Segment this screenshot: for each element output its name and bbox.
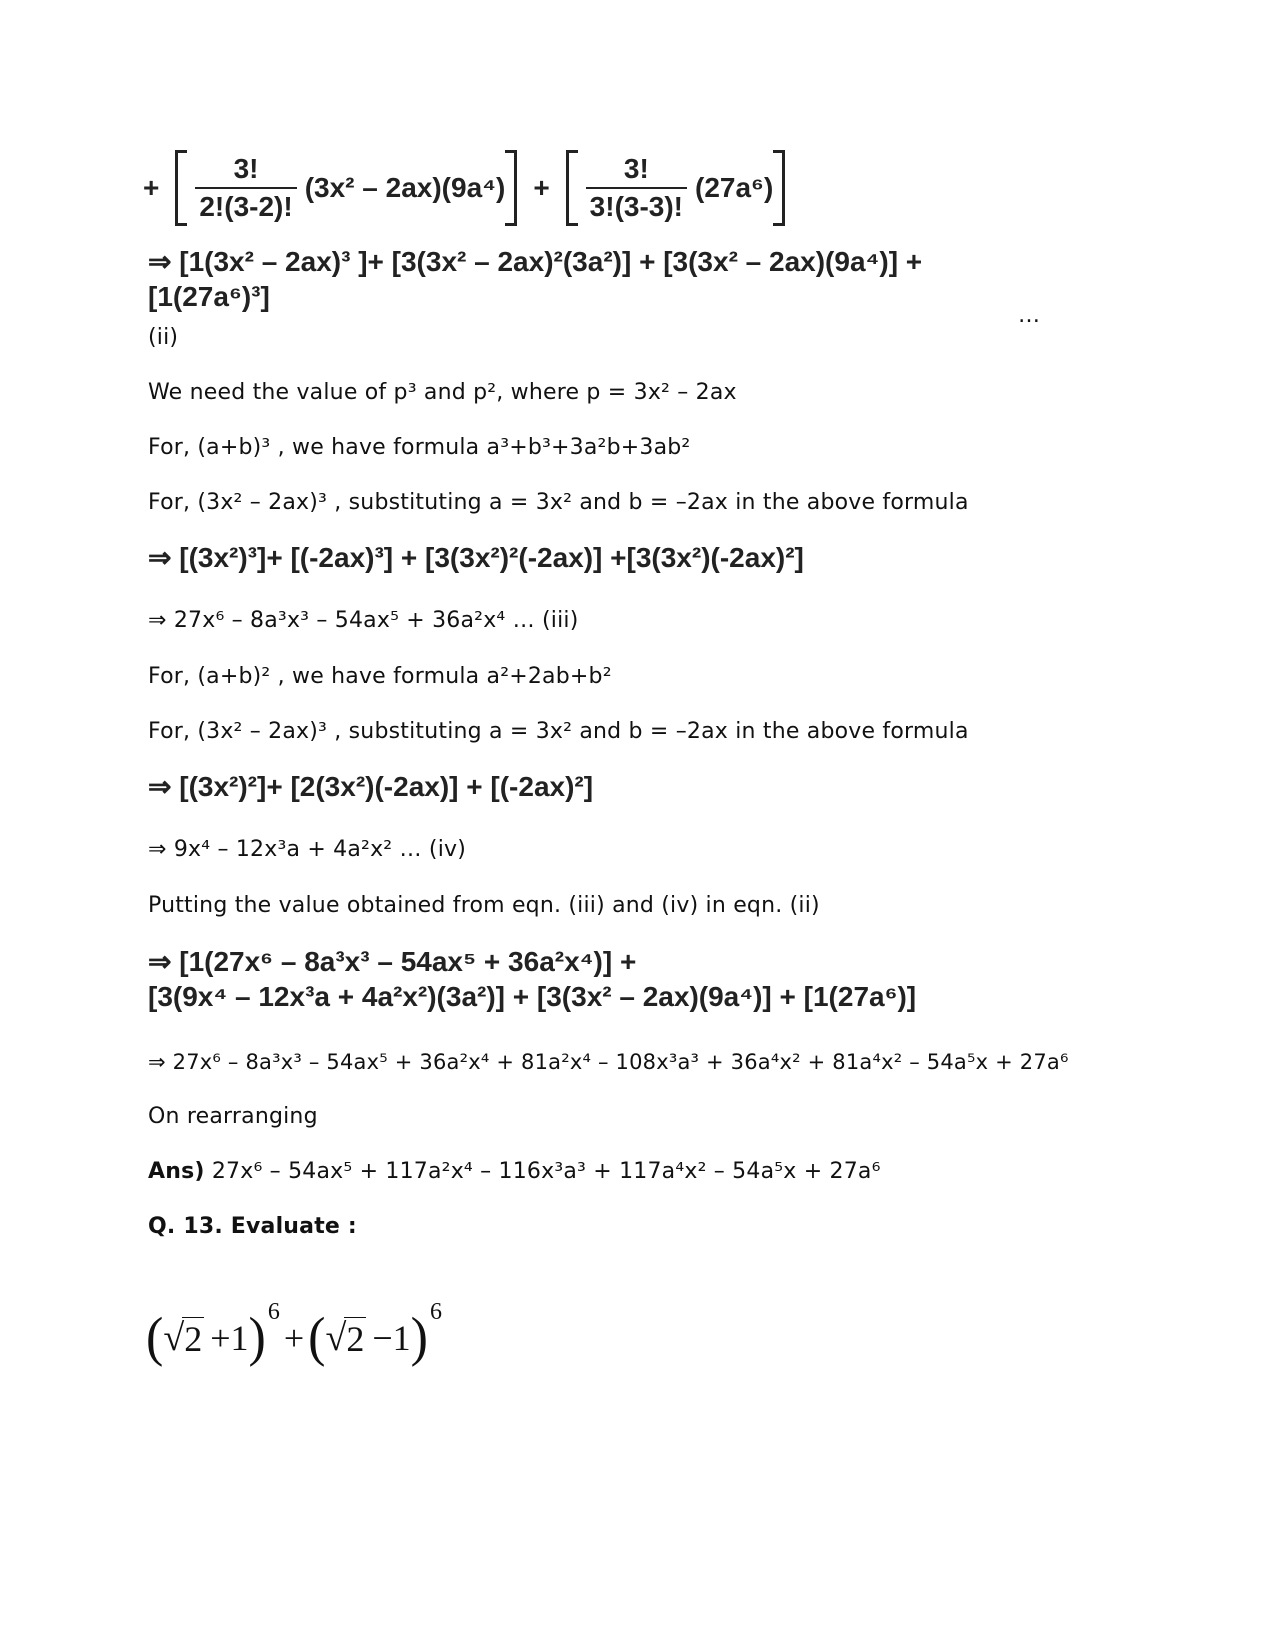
fraction-2	[586, 153, 687, 223]
expansion-line-2: [1(27a⁶)³]	[148, 281, 270, 312]
right-bracket	[505, 150, 517, 226]
right-bracket	[773, 150, 785, 226]
fraction-2-denominator: 3!(3-3)!	[586, 187, 687, 223]
left-bracket	[175, 150, 187, 226]
sqrt-icon: √	[163, 1317, 185, 1359]
combined-line-2: [3(9x⁴ – 12x³a + 4a²x²)(3a²)] + [3(3x² – 2ax)(9a⁴)] + [1(27a⁶)]	[148, 981, 917, 1012]
question-13-heading: Q. 13. Evaluate :	[148, 1214, 357, 1239]
left-bracket	[566, 150, 578, 226]
left-paren: (	[308, 1307, 326, 1368]
combined-line-1: ⇒ [1(27x⁶ – 8a³x³ – 54ax⁵ + 36a²x⁴)] +	[148, 946, 637, 977]
fraction-1-numerator: 3!	[233, 153, 259, 184]
result-iii: ⇒ 27x⁶ – 8a³x³ – 54ax⁵ + 36a²x⁴ … (iii)	[148, 608, 579, 633]
operator-term: −1	[372, 1318, 411, 1358]
answer-line	[148, 1158, 881, 1186]
text-p-values: We need the value of p³ and p², where p = 3x² – 2ax	[148, 380, 737, 405]
plus-sign: +	[283, 1318, 305, 1358]
expanded-sum: ⇒ 27x⁶ – 8a³x³ – 54ax⁵ + 36a²x⁴ + 81a²x⁴ – 108x³a³ + 36a⁴x² + 81a⁴x² – 54a⁵x + 27a⁶	[148, 1050, 1069, 1074]
right-paren: )	[410, 1307, 428, 1368]
radical	[163, 1316, 204, 1360]
exponent: 6	[429, 1298, 442, 1325]
plus-sign: +	[143, 172, 160, 203]
text-square-formula: For, (a+b)² , we have formula a²+2ab+b²	[148, 664, 612, 689]
exponent: 6	[267, 1298, 280, 1325]
text-cube-formula: For, (a+b)³ , we have formula a³+b³+3a²b+3ab²	[148, 435, 691, 460]
text-substitution-2: For, (3x² – 2ax)³ , substituting a = 3x² and b = –2ax in the above formula	[148, 719, 969, 744]
plus-sign: +	[533, 172, 550, 203]
text-rearranging: On rearranging	[148, 1104, 318, 1129]
fraction-1-denominator: 2!(3-2)!	[195, 187, 296, 223]
cube-expansion: ⇒ [(3x²)³]+ [(-2ax)³] + [3(3x²)²(-2ax)] +[3(3x²)(-2ax)²]	[148, 542, 804, 573]
fraction-2-numerator: 3!	[623, 153, 649, 184]
expansion-line-1: ⇒ [1(3x² – 2ax)³ ]+ [3(3x² – 2ax)²(3a²)] + [3(3x² – 2ax)(9a⁴)] +	[148, 246, 923, 277]
result-iv: ⇒ 9x⁴ – 12x³a + 4a²x² … (iv)	[148, 837, 467, 862]
left-paren: (	[146, 1307, 164, 1368]
text-putting-values: Putting the value obtained from eqn. (iii) and (iv) in eqn. (ii)	[148, 893, 820, 918]
answer-label: Ans)	[148, 1159, 205, 1184]
answer-value: 27x⁶ – 54ax⁵ + 117a²x⁴ – 116x³a³ + 117a⁴x² – 54a⁵x + 27a⁶	[211, 1159, 881, 1184]
term-1: (3x² – 2ax)(9a⁴)	[304, 172, 506, 203]
radicand: 2	[346, 1319, 365, 1359]
question-13-expression	[146, 1298, 442, 1368]
operator-term: +1	[210, 1318, 249, 1358]
radical	[325, 1316, 366, 1360]
sqrt-icon: √	[325, 1317, 347, 1359]
radicand: 2	[184, 1319, 203, 1359]
ellipsis: …	[1018, 303, 1041, 328]
fraction-1	[195, 153, 296, 223]
text-substitution-1: For, (3x² – 2ax)³ , substituting a = 3x² and b = –2ax in the above formula	[148, 490, 969, 515]
square-expansion: ⇒ [(3x²)²]+ [2(3x²)(-2ax)] + [(-2ax)²]	[148, 771, 594, 802]
binomial-term-row	[143, 148, 785, 228]
equation-label-ii: (ii)	[148, 325, 179, 350]
right-paren: )	[248, 1307, 266, 1368]
term-2: (27a⁶)	[695, 172, 774, 203]
